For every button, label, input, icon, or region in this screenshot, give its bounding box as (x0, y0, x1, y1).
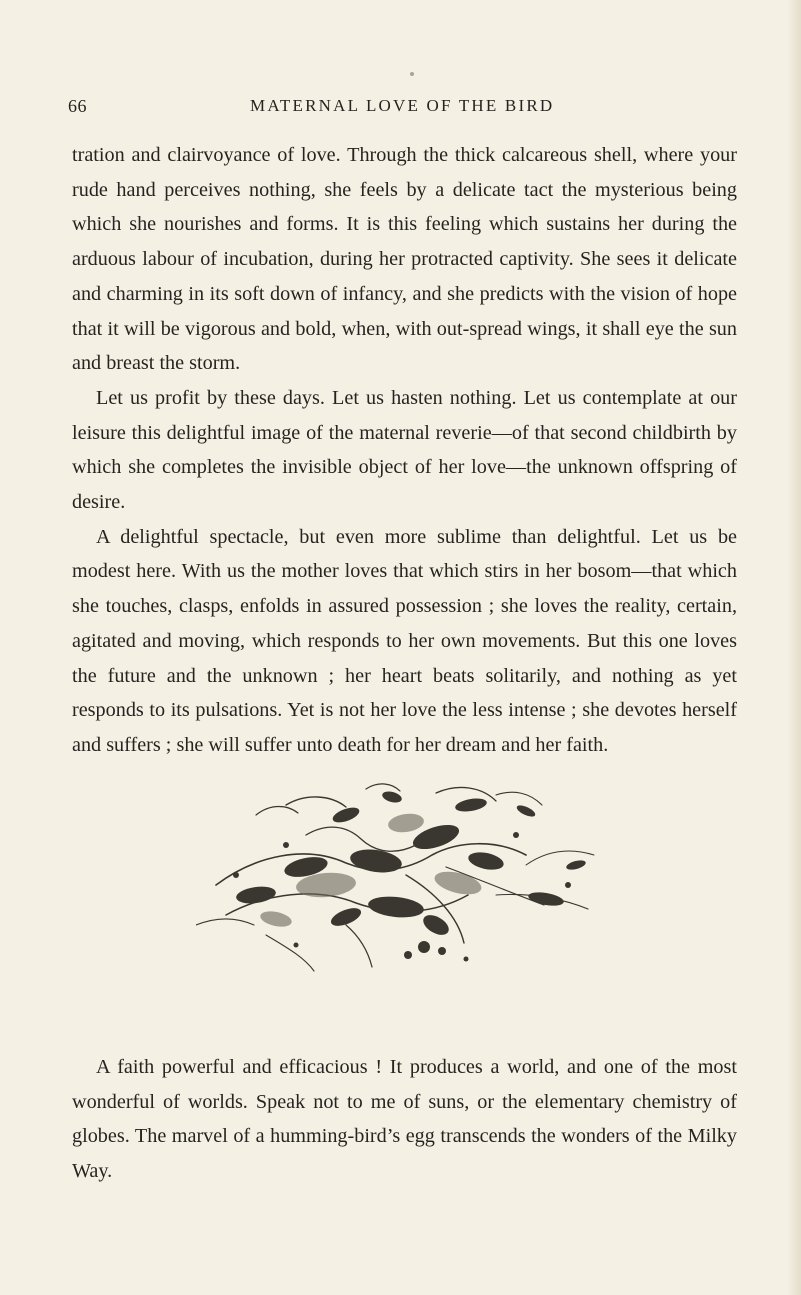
paragraph: A delightful spectacle, but even more sublime than delightful. Let us be modest here. With us the mother loves that which stirs in her bosom—that which she touches, clasps, enfolds in assured possession ; she loves the reality, certain, agitated and moving, which responds to her own movements. But this one loves the future and the unknown ; her heart beats solitarily, and nothing as yet responds to its pulsations. Yet is not her love the less intense ; she devotes herself and suffers ; she will suffer unto death for her dream and her faith. (72, 525, 737, 756)
paragraph: Let us profit by these days. Let us hasten nothing. Let us contemplate at our leisure this delightful image of the maternal reverie—of that second childbirth by which she completes the invisible object of her love—the unknown offspring of desire. (72, 386, 737, 514)
page-number: 66 (68, 96, 87, 116)
paragraph: A faith powerful and efficacious ! It produces a world, and one of the most wonderful of worlds. Speak not to me of suns, or the elementary chemistry of globes. The marvel of a humming-bird’s egg transcends the wonders of the Milky Way. (72, 1056, 737, 1183)
foliage-vignette-icon (196, 775, 606, 975)
running-title: MATERNAL LOVE OF THE BIRD (250, 96, 555, 115)
page-edge-shadow (787, 0, 801, 1295)
page-header (0, 96, 801, 120)
body-text-bottom (72, 1050, 737, 1189)
paragraph-continued: tration and clairvoyance of love. Through the thick calcareous shell, where your rude hand perceives nothing, she feels by a delicate tact the mysterious being which she nourishes and forms. It is this feeling which sustains her during the arduous labour of incubation, during her protracted captivity. She sees it delicate and charming in its soft down of infancy, and she predicts with the vision of hope that it will be vigorous and bold, when, with out-spread wings, it shall eye the sun and breast the storm. (72, 144, 737, 375)
stray-ink-mark (410, 72, 414, 76)
body-text-top (72, 138, 737, 763)
